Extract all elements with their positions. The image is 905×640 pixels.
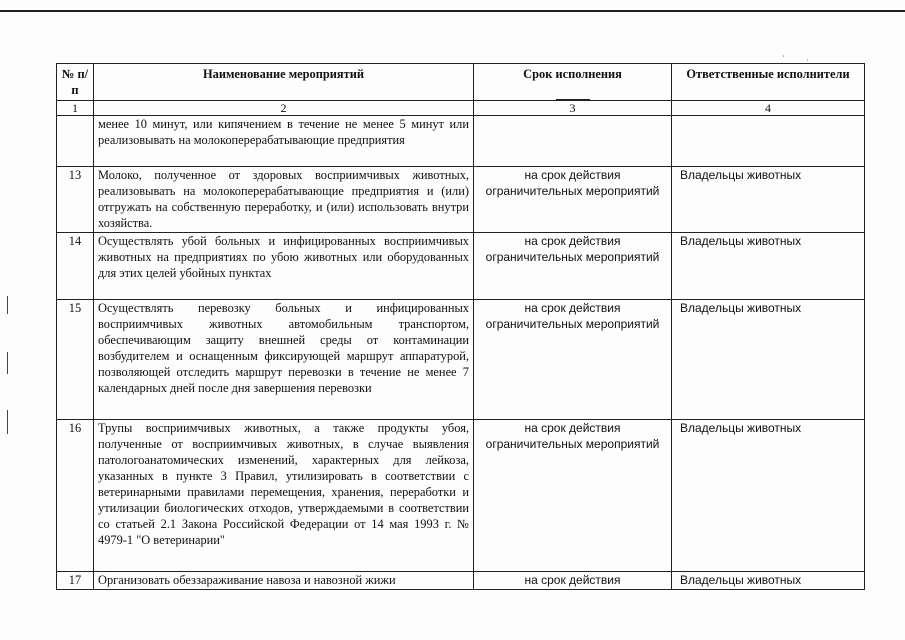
table-row bbox=[57, 167, 865, 233]
row-term: на срок действия ограничительных мероприятий bbox=[474, 420, 672, 572]
table-row bbox=[57, 233, 865, 300]
row-responsible: Владельцы животных bbox=[672, 300, 865, 420]
scan-speck: · bbox=[782, 52, 785, 61]
column-number: 2 bbox=[94, 101, 474, 116]
row-measure: Трупы восприимчивых животных, а также продукты убоя, полученные от восприимчивых животных, в случае выявления патологоанатомических изменений, характерных для лейкоза, указанных в пункте 3 Правил, утилизировать в соответствии с ветеринарными правилами перемещения, хранения, переработки и утилизации биологических отходов, утверждаемыми в соответствии со статьей 2.1 Закона Российской Федерации от 14 мая 1993 г. № 4979-1 "О ветеринарии" bbox=[94, 420, 474, 572]
table-row bbox=[57, 420, 865, 572]
header-responsible: Ответственные исполнители bbox=[672, 64, 865, 101]
row-responsible bbox=[672, 116, 865, 167]
header-term bbox=[474, 64, 672, 101]
row-measure: Осуществлять перевозку больных и инфицированных восприимчивых животных автомобильным транспортом, обеспечивающим защиту внешней среды от контаминации возбудителем и оснащенным фиксирующей маршрут аппаратурой, позволяющей отследить маршрут перевозки в течение не менее 7 календарных дней после дня завершения перевозки bbox=[94, 300, 474, 420]
margin-mark bbox=[7, 296, 8, 314]
row-measure: Молоко, полученное от здоровых восприимчивых животных, реализовывать на молокоперерабатывающие предприятия и (или) отгружать на собственную переработку, и (или) использовать внутри хозяйства. bbox=[94, 167, 474, 233]
measures-table bbox=[56, 63, 865, 590]
row-number: 14 bbox=[57, 233, 94, 300]
scan-speck: · bbox=[806, 56, 809, 65]
table-row bbox=[57, 572, 865, 590]
row-responsible: Владельцы животных bbox=[672, 167, 865, 233]
row-number: 16 bbox=[57, 420, 94, 572]
header-term-label: Срок исполнения bbox=[523, 67, 622, 81]
column-number: 4 bbox=[672, 101, 865, 116]
row-measure: Осуществлять убой больных и инфицированных восприимчивых животных на предприятиях по убою животных или оборудованных для этих целей убойных пунктах bbox=[94, 233, 474, 300]
row-responsible: Владельцы животных bbox=[672, 420, 865, 572]
top-scan-border bbox=[0, 10, 905, 12]
row-responsible: Владельцы животных bbox=[672, 233, 865, 300]
row-term: на срок действия ограничительных мероприятий bbox=[474, 167, 672, 233]
row-measure: Организовать обеззараживание навоза и навозной жижи bbox=[94, 572, 474, 590]
header-number: № п/п bbox=[57, 64, 94, 101]
row-number: 13 bbox=[57, 167, 94, 233]
row-term: на срок действия bbox=[474, 572, 672, 590]
row-term: на срок действия ограничительных мероприятий bbox=[474, 233, 672, 300]
header-name: Наименование мероприятий bbox=[94, 64, 474, 101]
row-number bbox=[57, 116, 94, 167]
column-number: 1 bbox=[57, 101, 94, 116]
table-row bbox=[57, 300, 865, 420]
row-number: 17 bbox=[57, 572, 94, 590]
column-number: 3 bbox=[474, 101, 672, 116]
margin-mark bbox=[7, 352, 8, 374]
table-header-row bbox=[57, 64, 865, 101]
row-term: на срок действия ограничительных мероприятий bbox=[474, 300, 672, 420]
column-number-row bbox=[57, 101, 865, 116]
row-measure: менее 10 минут, или кипячением в течение не менее 5 минут или реализовывать на молокоперерабатывающие предприятия bbox=[94, 116, 474, 167]
table-row bbox=[57, 116, 865, 167]
row-number: 15 bbox=[57, 300, 94, 420]
margin-mark bbox=[7, 410, 8, 434]
row-term bbox=[474, 116, 672, 167]
row-responsible: Владельцы животных bbox=[672, 572, 865, 590]
